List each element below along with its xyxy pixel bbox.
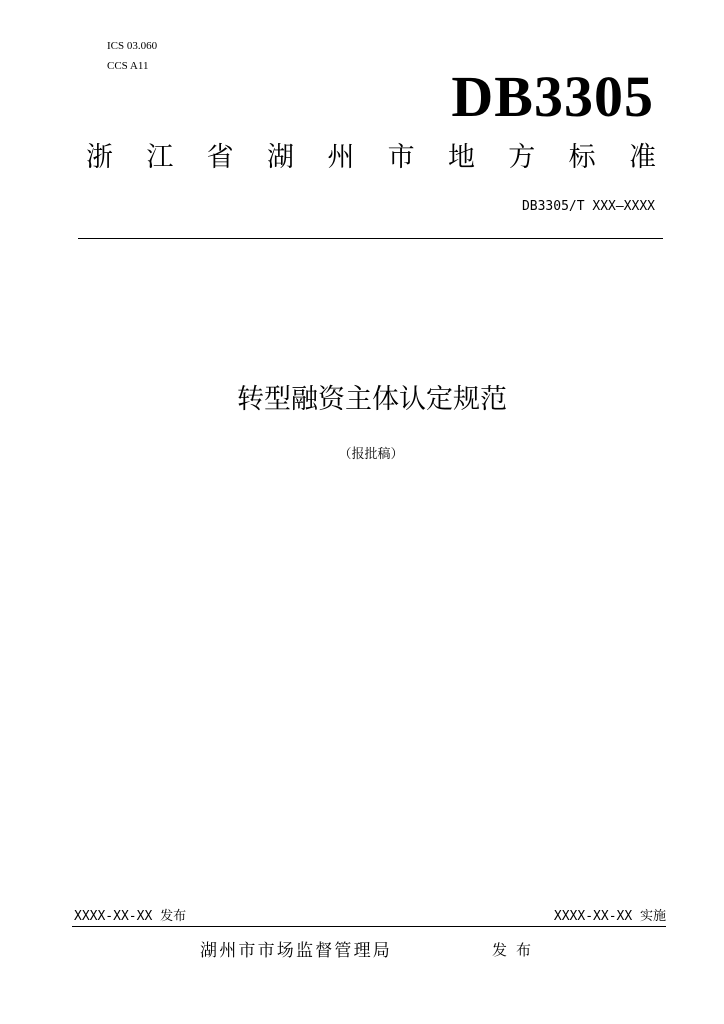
standard-number: DB3305/T XXX—XXXX (521, 199, 655, 214)
standard-code-logo: DB3305 (451, 64, 654, 129)
ics-code: ICS 03.060 (107, 40, 158, 52)
document-title: 转型融资主体认定规范 (237, 384, 507, 415)
standard-type-char: 方 (508, 142, 536, 173)
standard-type-char: 州 (327, 142, 355, 173)
draft-status: （报批稿） (338, 447, 404, 462)
standard-type-char: 市 (387, 142, 415, 173)
header-divider (78, 238, 663, 239)
standard-type-char: 地 (447, 142, 475, 173)
issuing-authority: 湖州市市场监督管理局 (200, 941, 392, 961)
standard-type-heading (86, 140, 656, 176)
standard-type-char: 标 (568, 142, 596, 173)
standard-type-char: 准 (628, 142, 656, 173)
standard-type-char: 浙 (86, 142, 113, 173)
standard-type-char: 湖 (266, 142, 294, 173)
ccs-code: CCS A11 (107, 60, 149, 72)
standard-type-char: 省 (206, 142, 234, 173)
standard-type-char: 江 (146, 142, 174, 173)
issue-date: XXXX-XX-XX 发布 (74, 909, 187, 924)
implementation-date: XXXX-XX-XX 实施 (553, 909, 666, 924)
footer-divider (72, 926, 666, 927)
publish-label: 发布 (492, 941, 541, 959)
